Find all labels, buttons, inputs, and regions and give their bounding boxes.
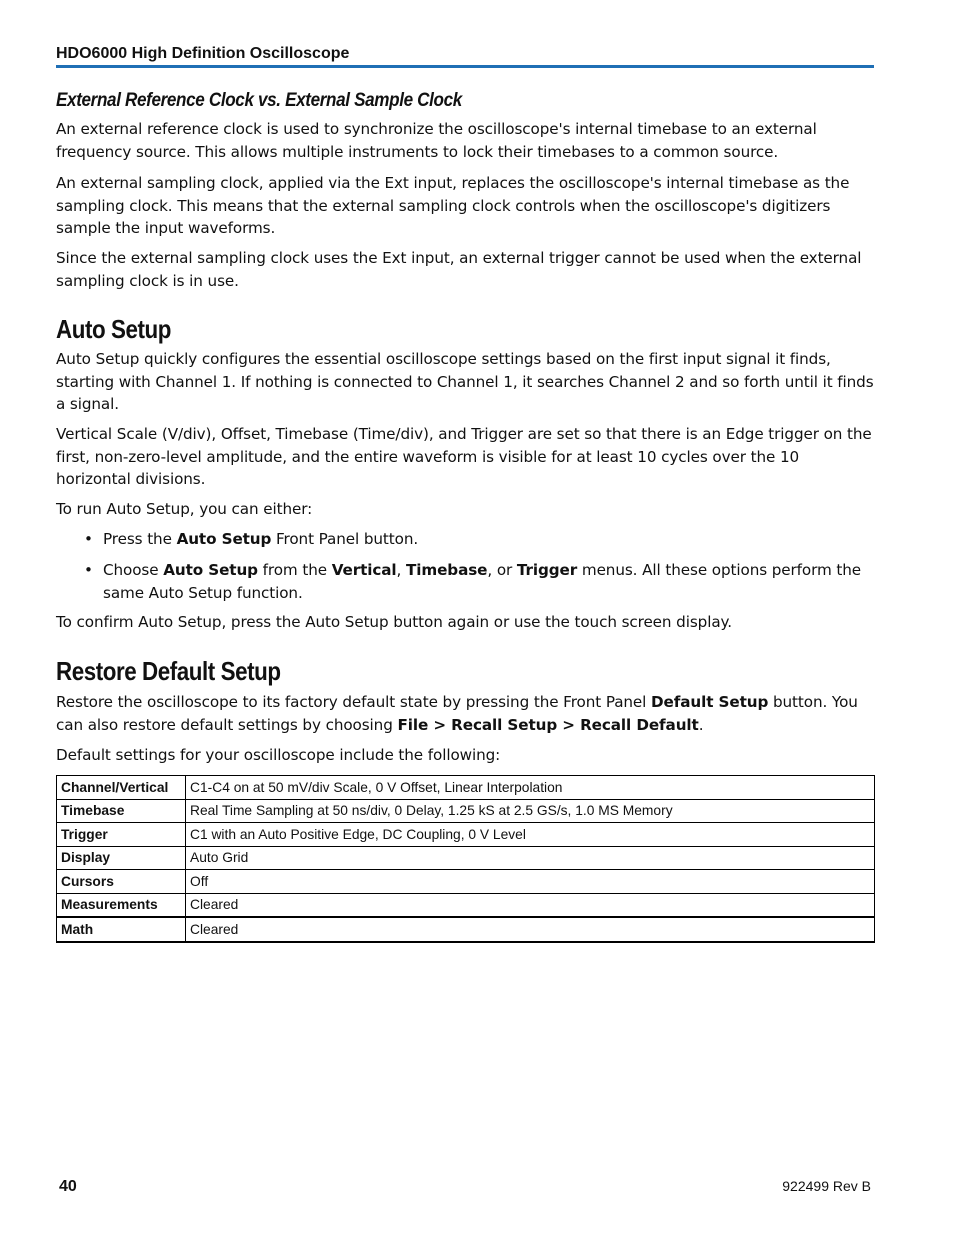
setting-name-cell: Cursors — [57, 870, 186, 894]
setting-name-cell: Channel/Vertical — [57, 776, 186, 800]
table-row — [57, 799, 875, 823]
section-heading-restore-default: Restore Default Setup — [56, 656, 281, 686]
setting-value-cell: Off — [186, 870, 875, 894]
setting-name-cell: Math — [57, 917, 186, 942]
paragraph: Default settings for your oscilloscope include the following: — [56, 746, 501, 764]
paragraph: Auto Setup quickly configures the essential oscilloscope settings based on the first input signal it finds, starting with Channel 1. If nothing is connected to Channel 1, it searches Channel 2 and so forth until it finds a signal. — [56, 350, 874, 413]
setting-value-cell: Auto Grid — [186, 846, 875, 870]
setting-value-cell: Cleared — [186, 893, 875, 917]
paragraph: Restore the oscilloscope to its factory default state by pressing the Front Panel Default Setup button. You can also restore default settings by choosing File > Recall Setup > Recall Default. — [56, 693, 858, 734]
list-item: • Press the Auto Setup Front Panel button. — [84, 528, 874, 551]
setting-value-cell: Cleared — [186, 917, 875, 942]
running-header: HDO6000 High Definition Oscilloscope — [56, 45, 874, 68]
bullet-icon: • — [84, 530, 93, 548]
paragraph: An external reference clock is used to synchronize the oscilloscope's internal timebase to an external frequency source. This allows multiple instruments to lock their timebases to a common source. — [56, 120, 817, 161]
paragraph: To run Auto Setup, you can either: — [56, 500, 313, 518]
paragraph: Vertical Scale (V/div), Offset, Timebase (Time/div), and Trigger are set so that there is an Edge trigger on the first, non-zero-level amplitude, and the entire waveform is visible for at least 10 cycles over the 10 horizontal divisions. — [56, 425, 872, 488]
table-row — [57, 917, 875, 942]
paragraph: An external sampling clock, applied via the Ext input, replaces the oscilloscope's internal timebase as the sampling clock. This means that the external sampling clock controls when the oscilloscope's digitizers sample the input waveforms. — [56, 174, 850, 237]
setting-value-cell: Real Time Sampling at 50 ns/div, 0 Delay, 1.25 kS at 2.5 GS/s, 1.0 MS Memory — [186, 799, 875, 823]
setting-value-cell: C1 with an Auto Positive Edge, DC Coupling, 0 V Level — [186, 823, 875, 847]
setting-name-cell: Timebase — [57, 799, 186, 823]
table-row — [57, 823, 875, 847]
page-number: 40 — [59, 1178, 77, 1195]
setting-name-cell: Measurements — [57, 893, 186, 917]
setting-value-cell: C1-C4 on at 50 mV/div Scale, 0 V Offset, Linear Interpolation — [186, 776, 875, 800]
document-id: 922499 Rev B — [782, 1178, 871, 1194]
setting-name-cell: Display — [57, 846, 186, 870]
paragraph: Since the external sampling clock uses the Ext input, an external trigger cannot be used when the external sampling clock is in use. — [56, 249, 862, 290]
table-row — [57, 776, 875, 800]
subsection-heading-ext-clock: External Reference Clock vs. External Sample Clock — [56, 90, 462, 111]
table-row — [57, 846, 875, 870]
section-heading-auto-setup: Auto Setup — [56, 314, 171, 344]
setting-name-cell: Trigger — [57, 823, 186, 847]
default-settings-table — [56, 775, 875, 943]
bullet-icon: • — [84, 561, 93, 579]
paragraph: To confirm Auto Setup, press the Auto Setup button again or use the touch screen display. — [56, 613, 732, 631]
list-item: • Choose Auto Setup from the Vertical, Timebase, or Trigger menus. All these options perform the same Auto Setup function. — [84, 561, 862, 602]
table-row — [57, 893, 875, 917]
table-row — [57, 870, 875, 894]
